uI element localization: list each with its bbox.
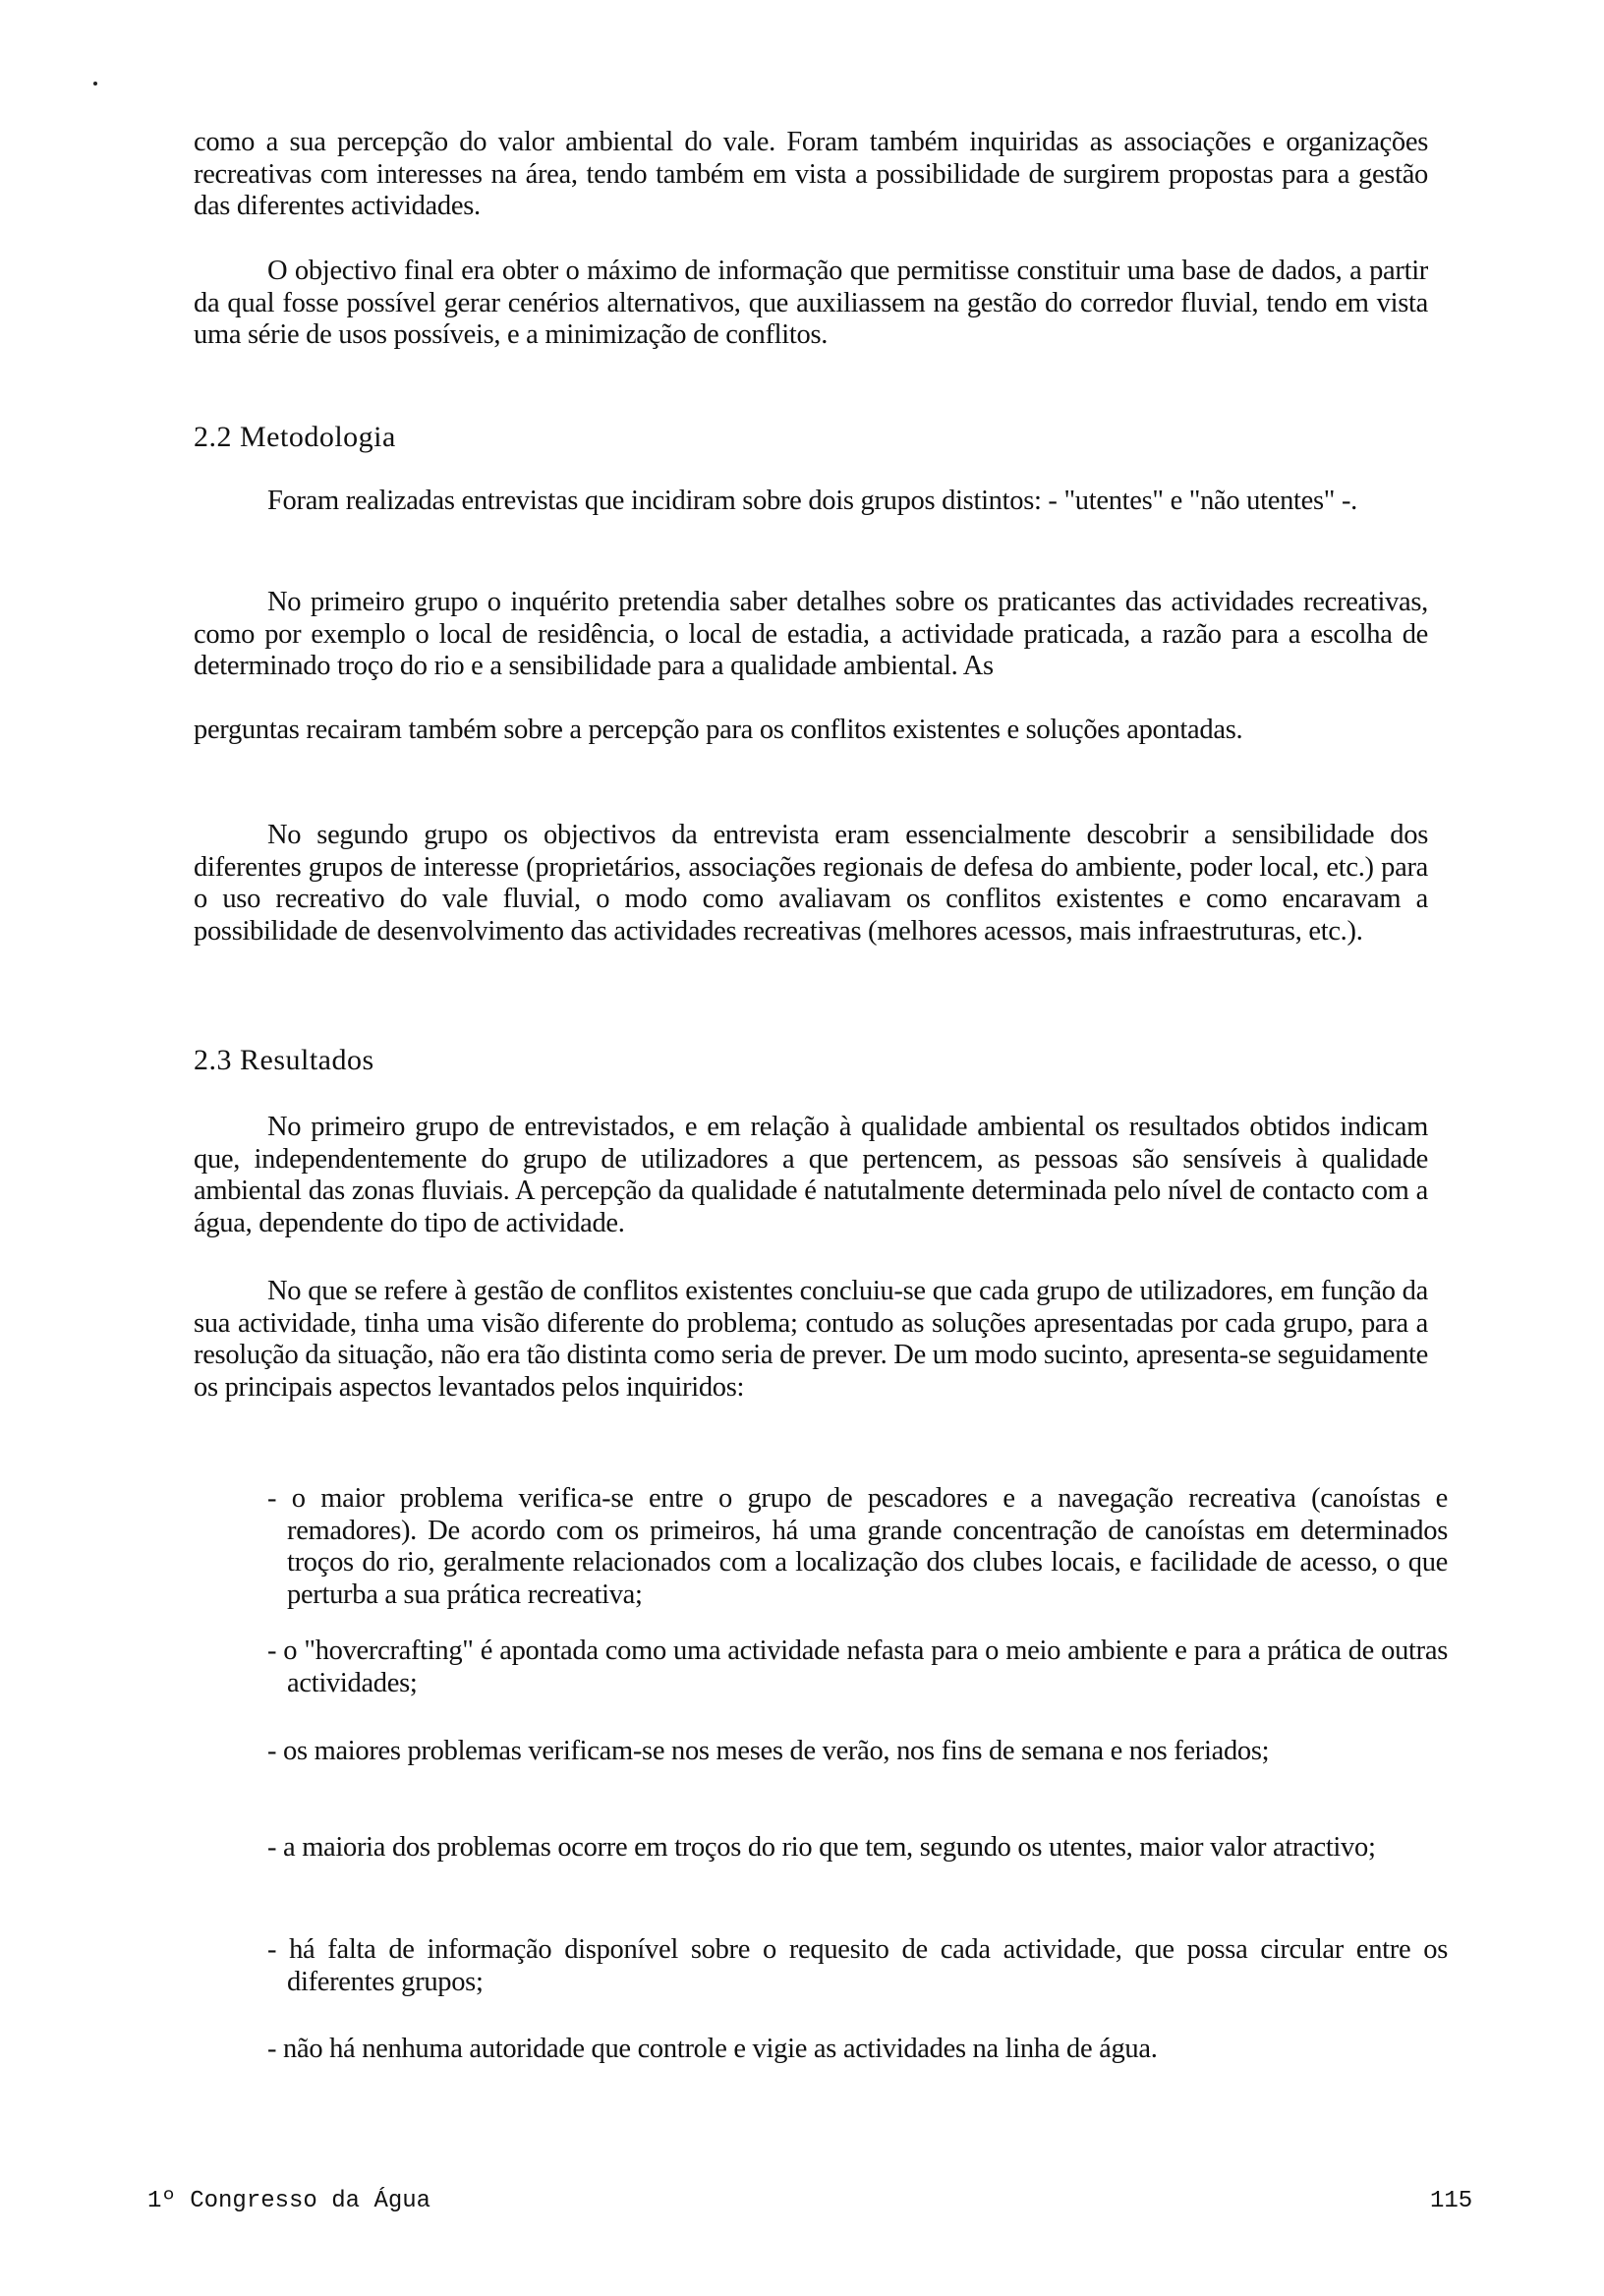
list-item: - o maior problema verifica-se entre o grupo de pescadores e a navegação recreativa (canoístas e remadores). De acordo com os primeiros, há uma grande concentração de canoístas em determinados troços do rio, geralmente relacionados com a localização dos clubes locais, e facilidade de acesso, o que perturba a sua prática recreativa; [267, 1483, 1448, 1610]
paragraph-first-group: No primeiro grupo o inquérito pretendia saber detalhes sobre os praticantes das actividades recreativas, como por exemplo o local de residência, o local de estadia, a actividade praticada, a razão para a escolha de determinado troço do rio e a sensibilidade para a qualidade ambiental. As [194, 587, 1428, 682]
list-item: - não há nenhuma autoridade que controle e vigie as actividades na linha de água. [267, 2034, 1158, 2064]
paragraph-results-1: No primeiro grupo de entrevistados, e em relação à qualidade ambiental os resultados obtidos indicam que, independentemente do grupo de utilizadores a que pertencem, as pessoas são sensíveis à qualidade ambiental das zonas fluviais. A percepção da qualidade é natutalmente determinada pelo nível de contacto com a água, dependente do tipo de actividade. [194, 1112, 1428, 1238]
list-item: - o "hovercrafting" é apontada como uma actividade nefasta para o meio ambiente e para a prática de outras actividades; [267, 1636, 1448, 1698]
paragraph-first-group-cont: perguntas recairam também sobre a percepção para os conflitos existentes e soluções apontadas. [194, 715, 1243, 745]
paragraph-intro: como a sua percepção do valor ambiental do vale. Foram também inquiridas as associações e organizações recreativas com interesses na área, tendo também em vista a possibilidade de surgirem propostas para a gestão das diferentes actividades. [194, 127, 1428, 222]
section-heading-resultados: 2.3 Resultados [194, 1044, 374, 1076]
paragraph-results-2: No que se refere à gestão de conflitos existentes concluiu-se que cada grupo de utilizadores, em função da sua actividade, tinha uma visão diferente do problema; contudo as soluções apresentadas por cada grupo, para a resolução da situação, não era tão distinta como seria de prever. De um modo sucinto, apresenta-se seguidamente os principais aspectos levantados pelos inquiridos: [194, 1276, 1428, 1403]
list-item: - os maiores problemas verificam-se nos meses de verão, nos fins de semana e nos feriados; [267, 1736, 1270, 1766]
page-number: 115 [1430, 2188, 1473, 2214]
scan-speck [93, 82, 97, 86]
paragraph-second-group: No segundo grupo os objectivos da entrevista eram essencialmente descobrir a sensibilidade dos diferentes grupos de interesse (proprietários, associações regionais de defesa do ambiente, poder local, etc.) para o uso recreativo do vale fluvial, o modo como avaliavam os conflitos existentes e como encaravam a possibilidade de desenvolvimento das actividades recreativas (melhores acessos, mais infraestruturas, etc.). [194, 820, 1428, 947]
paragraph-objective: O objectivo final era obter o máximo de informação que permitisse constituir uma base de dados, a partir da qual fosse possível gerar cenérios alternativos, que auxiliassem na gestão do corredor fluvial, tendo em vista uma série de usos possíveis, e a minimização de conflitos. [194, 256, 1428, 351]
footer-conference: 1º Congresso da Água [147, 2188, 431, 2214]
list-item: - há falta de informação disponível sobre o requesito de cada actividade, que possa circular entre os diferentes grupos; [267, 1934, 1448, 1997]
paragraph-methodology: Foram realizadas entrevistas que incidiram sobre dois grupos distintos: - "utentes" e "não utentes" -. [267, 486, 1357, 516]
section-heading-metodologia: 2.2 Metodologia [194, 421, 396, 453]
list-item: - a maioria dos problemas ocorre em troços do rio que tem, segundo os utentes, maior valor atractivo; [267, 1832, 1376, 1863]
